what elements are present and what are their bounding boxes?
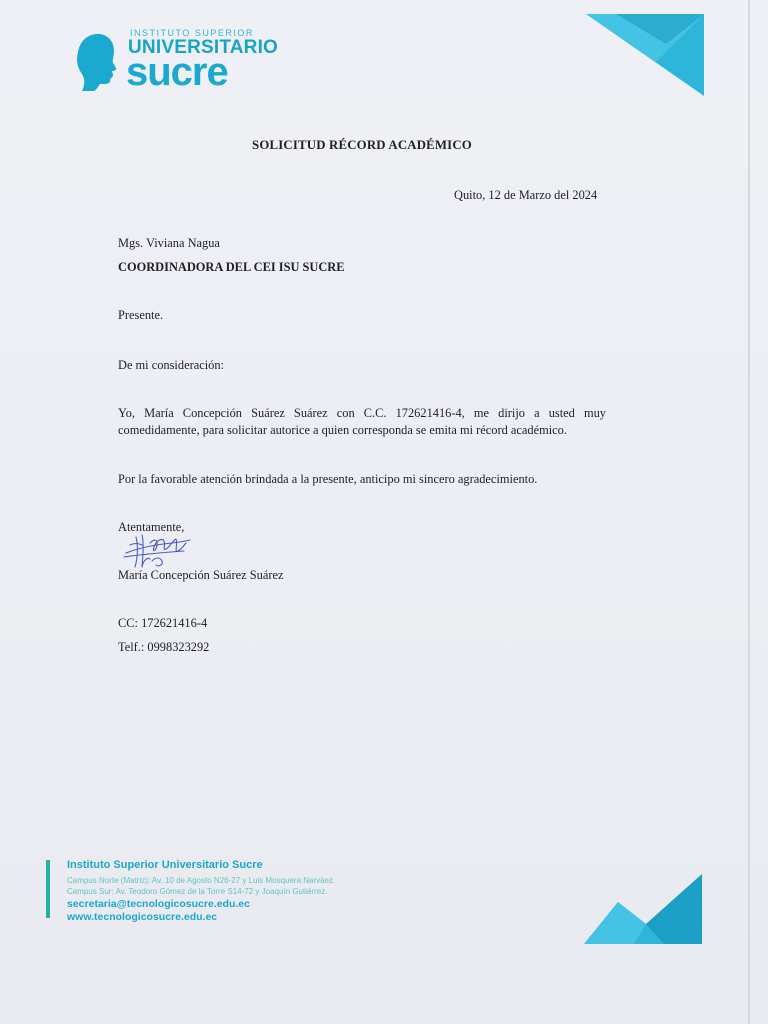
logo-sucre: sucre <box>126 50 228 94</box>
institution-logo <box>76 28 296 98</box>
logo-tagline: INSTITUTO SUPERIOR <box>130 28 254 38</box>
footer-accent-bar <box>46 860 50 918</box>
footer-campus-sur: Campus Sur: Av. Teodoro Gómez de la Torre S14-72 y Joaquín Gutiérrez. <box>67 887 328 896</box>
salutation: De mi consideración: <box>118 358 224 372</box>
footer-campus-norte: Campus Norte (Matriz): Av. 10 de Agosto N26-27 y Luis Mosquera Narváez. <box>67 876 336 885</box>
cedula-line: CC: 172621416-4 <box>118 616 208 630</box>
corner-triangles-bottom <box>584 872 702 946</box>
profile-head-icon <box>76 32 118 92</box>
scan-edge-line <box>748 0 750 1024</box>
logo-universitario: UNIVERSITARIO <box>128 37 279 58</box>
closing: Atentamente, <box>118 520 185 534</box>
telephone-line: Telf.: 0998323292 <box>118 640 210 654</box>
letter-title: SOLICITUD RÉCORD ACADÉMICO <box>252 138 472 152</box>
presente-line: Presente. <box>118 308 164 322</box>
footer-institution: Instituto Superior Universitario Sucre <box>67 859 263 871</box>
footer-email-link[interactable]: secretaria@tecnologicosucre.edu.ec <box>67 898 250 910</box>
handwritten-signature <box>122 527 192 571</box>
footer-website-link[interactable]: www.tecnologicosucre.edu.ec <box>67 911 218 923</box>
corner-triangles-top <box>586 14 704 96</box>
signer-name: María Concepción Suárez Suárez <box>118 568 284 582</box>
body-paragraph-2: Por la favorable atención brindada a la presente, anticipo mi sincero agradecimiento. <box>118 472 538 486</box>
recipient-name: Mgs. Viviana Nagua <box>118 236 220 250</box>
recipient-title: COORDINADORA DEL CEI ISU SUCRE <box>118 260 345 274</box>
letter-date: Quito, 12 de Marzo del 2024 <box>454 188 598 202</box>
body-paragraph-1: Yo, María Concepción Suárez Suárez con C.C. 172621416-4, me dirijo a usted muy comedidamente, para solicitar autorice a quien corresponda se emita mi récord académico. <box>118 406 606 437</box>
